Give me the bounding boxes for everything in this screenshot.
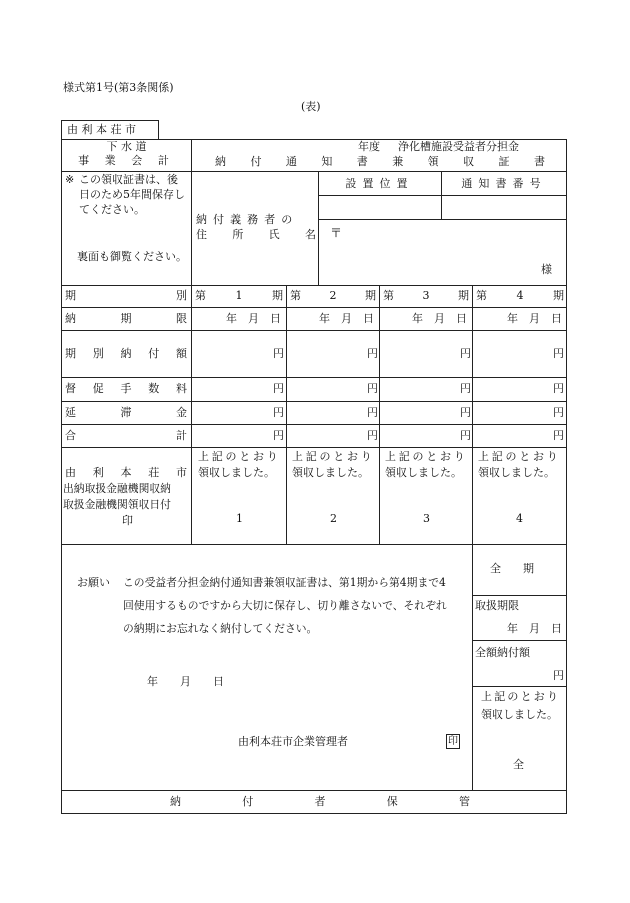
deadline-date-2: 年 月 日 — [319, 312, 374, 325]
note-line1: この領収証書は、後 — [79, 173, 178, 186]
receipt-label-line2: 出納取扱金融機関収納 — [63, 482, 171, 495]
receipt-text-1: 上記のとおり — [292, 450, 375, 463]
receipt-text-2: 領収しました。 — [292, 466, 369, 479]
keeper-label: 納 付 者 保 管 — [170, 795, 470, 808]
request-line3: の納期にお忘れなく納付してください。 — [123, 622, 318, 635]
period-header-3: 第 3 期 — [383, 289, 469, 302]
receipt-label-line4: 印 — [122, 514, 133, 527]
side-all: 全 — [513, 758, 524, 771]
receipt-text-2: 領収しました。 — [385, 466, 462, 479]
divider — [472, 544, 473, 790]
doc-title: 納 付 通 知 書 兼 領 収 証 書 — [215, 155, 545, 168]
yen-mark: 円 — [273, 382, 284, 395]
deadline-label: 納 期 限 — [65, 312, 187, 325]
yen-mark: 円 — [273, 406, 284, 419]
yen-mark: 円 — [553, 347, 564, 360]
side-received-2: 領収しました。 — [481, 708, 558, 721]
divider — [61, 447, 567, 448]
yen-mark: 円 — [553, 382, 564, 395]
request-line1: この受益者分担金納付通知書兼領収証書は、第1期から第4期まで4 — [123, 576, 446, 589]
yen-mark: 円 — [460, 429, 471, 442]
amount-label: 期 別 納 付 額 — [65, 347, 187, 360]
divider — [472, 686, 567, 687]
deadline-date-1: 年 月 日 — [226, 312, 281, 325]
receipt-text-1: 上記のとおり — [478, 450, 561, 463]
divider — [61, 330, 567, 331]
receipt-number-4: 4 — [516, 512, 523, 525]
yen-mark: 円 — [367, 382, 378, 395]
yen-mark: 円 — [367, 429, 378, 442]
seal-box: 印 — [448, 736, 458, 747]
divider — [61, 171, 567, 172]
receipt-label-line3: 取扱金融機関領収日付 — [63, 498, 171, 511]
dept-line2: 事 業 会 計 — [78, 154, 175, 167]
yen-mark: 円 — [273, 429, 284, 442]
deadline-date-3: 年 月 日 — [412, 312, 467, 325]
divider — [472, 640, 567, 641]
city-name: 由 利 本 荘 市 — [67, 123, 136, 136]
year-label: 年度 — [358, 140, 380, 153]
side-label: (表) — [301, 100, 321, 113]
period-label: 期 別 — [65, 289, 187, 302]
fee-label: 督 促 手 数 料 — [65, 382, 187, 395]
total-label: 合 計 — [65, 429, 187, 442]
request-date: 年 月 日 — [147, 675, 224, 688]
divider — [61, 307, 567, 308]
note-line3: てください。 — [79, 203, 145, 216]
receipt-label-line1: 由 利 本 荘 市 — [65, 466, 187, 479]
city-box — [61, 120, 159, 140]
receipt-number-1: 1 — [236, 512, 243, 525]
divider — [318, 219, 567, 220]
note-mark: ※ — [65, 173, 75, 186]
side-all-period: 全 期 — [490, 562, 534, 575]
divider — [61, 377, 567, 378]
side-full-amount-label: 全額納付額 — [475, 646, 530, 659]
notice-number-header: 通知書番号 — [461, 177, 547, 190]
yen-mark: 円 — [367, 347, 378, 360]
receipt-text-1: 上記のとおり — [385, 450, 468, 463]
yen-mark: 円 — [553, 406, 564, 419]
location-header: 設置位置 — [345, 177, 414, 190]
side-yen-mark: 円 — [553, 669, 564, 682]
divider — [61, 544, 567, 545]
divider — [61, 790, 567, 791]
period-header-2: 第 2 期 — [290, 289, 376, 302]
yen-mark: 円 — [460, 406, 471, 419]
doc-title-char: 納 — [215, 155, 226, 168]
request-line2: 回使用するものですから大切に保存し、切り離さないで、それぞれ — [123, 599, 447, 612]
yen-mark: 円 — [460, 347, 471, 360]
dept-cell — [61, 139, 192, 172]
receipt-number-3: 3 — [423, 512, 430, 525]
honorific: 様 — [541, 263, 552, 276]
receipt-text-2: 領収しました。 — [198, 466, 275, 479]
delay-label: 延 滞 金 — [65, 406, 187, 419]
receipt-number-2: 2 — [330, 512, 337, 525]
issuer-name: 由利本荘市企業管理者 — [238, 735, 348, 748]
side-received-1: 上記のとおり — [481, 690, 561, 703]
side-deadline-date: 年 月 日 — [507, 622, 562, 635]
yen-mark: 円 — [273, 347, 284, 360]
back-reference: 裏面も御覧ください。 — [77, 250, 187, 263]
payer-label-line2: 住 所 氏 名 — [196, 228, 316, 241]
form-number: 様式第1号(第3条関係) — [63, 81, 174, 94]
dept-line1: 下 水 道 — [106, 140, 147, 153]
divider — [61, 424, 567, 425]
divider — [61, 401, 567, 402]
receipt-text-2: 領収しました。 — [478, 466, 555, 479]
yen-mark: 円 — [367, 406, 378, 419]
request-label: お願い — [77, 576, 110, 589]
divider — [191, 171, 192, 285]
yen-mark: 円 — [553, 429, 564, 442]
period-header-1: 第 1 期 — [195, 289, 283, 302]
subject: 浄化槽施設受益者分担金 — [398, 140, 519, 153]
side-deadline-label: 取扱期限 — [475, 599, 519, 612]
seal-mark — [446, 734, 460, 749]
divider — [61, 285, 567, 286]
note-line2: 日のため5年間保存し — [79, 188, 185, 201]
yen-mark: 円 — [460, 382, 471, 395]
payer-label-line1: 納付義務者の — [196, 213, 299, 226]
period-header-4: 第 4 期 — [476, 289, 564, 302]
receipt-text-1: 上記のとおり — [198, 450, 281, 463]
divider — [472, 595, 567, 596]
deadline-date-4: 年 月 日 — [507, 312, 562, 325]
postal-mark: 〒 — [330, 226, 343, 240]
divider — [318, 195, 567, 196]
